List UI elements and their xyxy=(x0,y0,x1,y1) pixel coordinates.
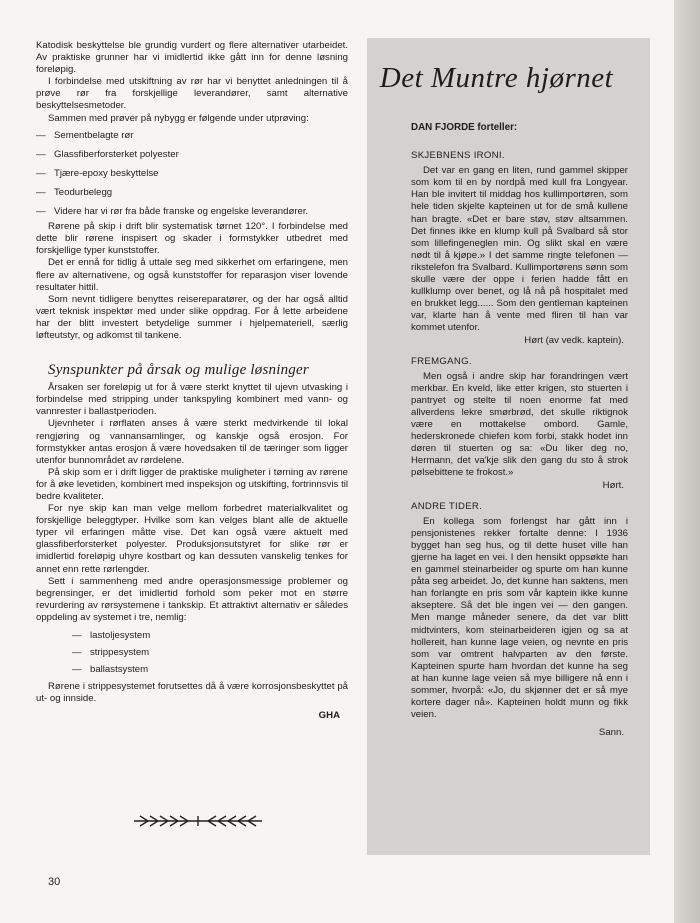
section-paragraph: På skip som er i drift ligger de praktiske muligheter i tørning av rørene for å øke levetiden, kombinert med inspeksjon og utskifting, fortrinnsvis til bedre kvaliteter. xyxy=(36,466,348,502)
list-item: — Videre har vi rør fra både franske og engelske leverandører. xyxy=(36,206,309,218)
section-paragraph: Ujevnheter i rørflaten anses å være sterkt medvirkende til lokal rengjøring og vannansamlinger, og kanskje også erosjon. For formstykker antas erosjon å være hovedsaken til de tæringer som ligger utenfor bunnområdet av rørdelene. xyxy=(36,418,348,466)
story-heading: SKJEBNENS IRONI. xyxy=(411,150,505,162)
body-paragraph: Det er ennå for tidlig å uttale seg med sikkerhet om erfaringene, men flere av alternativene, og også kunststoffer for reparasjon viser lovende resultater hittil. xyxy=(36,257,348,293)
intro-paragraph: Katodisk beskyttelse ble grundig vurdert og flere alternativer utarbeidet. Av praktiske grunner har vi imidlertid ikke gått inn for denne løsning foreløpig. xyxy=(36,40,348,76)
intro-paragraph: I forbindelse med utskiftning av rør har vi benyttet anledningen til å prøve rør fra forskjellige leverandører, samt alternative beskyttelsesmetoder. xyxy=(36,76,348,112)
story-credit: Hørt (av vedk. kaptein). xyxy=(524,334,624,346)
section-paragraph: For nye skip kan man velge mellom forbedret materialkvalitet og forskjellige beleggtyper. Hvilke som kan velges blant alle de aktuelle typer vil erfaringen måtte vise. Det kan også være aktuelt med glassfiberforsterket polyester. Produksjonsutstyret for slike rør er imidlertid foreløpig uhyre kostbart og kan dessuten vanskelig tenkes for annet enn rette rørlengder. xyxy=(36,503,348,575)
list-item: — Tjære-epoxy beskyttelse xyxy=(36,167,159,179)
list-item: — ballastsystem xyxy=(72,664,149,676)
intro-paragraph: Sammen med prøver på nybygg er følgende under utprøving: xyxy=(48,112,309,124)
body-paragraph: Rørene på skip i drift blir systematisk tørnet 120°. I forbindelse med dette blir rørene inspisert og skader i formstykker utbedret med forskjellige typer kunststoffer. xyxy=(36,221,348,257)
story-heading: FREMGANG. xyxy=(411,355,472,367)
test-item-list xyxy=(36,130,348,218)
section-heading: Synspunkter på årsak og mulige løsninger xyxy=(48,362,309,379)
author-signature: GHA xyxy=(318,709,340,721)
list-item: — strippesystem xyxy=(72,647,150,659)
page-number: 30 xyxy=(48,876,61,888)
story-heading: ANDRE TIDER. xyxy=(411,500,483,512)
system-list xyxy=(36,630,348,676)
left-article-column xyxy=(36,40,348,722)
story-text: Det var en gang en liten, rund gammel skipper som kom til en by nordpå med kull fra Longyear. Han ble invitert til middag hos kullimportøren, som hele tiden skjelte kapteinen ut for de små kullene han bragte. «Det er bare støv, støv altsammen. Det finnes ikke en klump kull på Svalbard så stor som lillefingeneglen min. Og slikt skal en være nødt til å kjøpe.» I det samme ringte telefonen — rikstelefon fra Svalbard. Kullimportørens sønn som skulle være der oppe i ferien hadde fått en kullklump over benet, og lå nå på hospitalet med en brukket legg...... Som den gentleman kapteinen var, klarte han å vente med fliren til han var kommet utenfor. xyxy=(411,165,628,334)
list-item: — Glassfiberforsterket polyester xyxy=(36,148,179,160)
body-paragraph: Som nevnt tidligere benyttes reisereparatører, og der har også alltid vært teknisk inspektør med under slike oppdrag. For å lette arbeidene har der blitt investert betydelige summer i hjelpemateriell, særlig løfteutstyr, og adkomst til tankene. xyxy=(36,293,348,341)
humor-corner-box xyxy=(367,38,650,855)
story-text: En kollega som forlengst har gått inn i pensjonistenes rekker fortalte denne: I 1936 bygget han seg hus, og til dette huset ville han gjerne ha laget en vei. I den hensikt oppsøkte han en gammel steinarbeider og spurte om han kunne påta seg arbeidet. Jo, det kunne han saktens, men han forlangte en pris som vår kaptein ikke kunne akseptere. Så det ble ingen vei — den gangen. Men mange måneder senere, da det var blitt midtvinters, kom steinarbeideren igjen og sa at hollereit, han kunne lage veien, og nevnte en pris som var omtrent halvparten av den første. Kapteinen spurte ham hvordan det kunne ha seg at han kunne lage veien så mye billigere nå enn i sommer, hvorpå: «Jo, du skjønner det er så mye kortere dager nå». Kapteinen holdt munn og fikk veien. xyxy=(411,515,628,721)
list-item: — Sementbelagte rør xyxy=(36,129,134,141)
list-item: — Teodurbelegg xyxy=(36,186,113,198)
story-credit: Sann. xyxy=(598,727,624,739)
decorative-divider-ornament xyxy=(132,813,264,829)
story-text: Men også i andre skip har forandringen vært merkbar. En kveld, like etter krigen, sto stuerten i pantryet og stelte til noen enorme fat med allverdens lekre smørbrød, det skulle riktignok være en mottakelse ombord. Gamle, hederskronede chiefen kom forbi, stakk hodet inn døren til stuerten og sa: «Du liker deg no, Hermann, det va'kje slik den gang du sto å strok pølsebittene te frokost.» xyxy=(411,370,628,479)
box-content xyxy=(367,122,650,739)
section-paragraph: Årsaken ser foreløpig ut for å være sterkt knyttet til ujevn utvasking i forbindelse med stripping under tankspyling kombinert med vann- og vannrester i ballastperioden. xyxy=(36,382,348,418)
list-item: — lastoljesystem xyxy=(72,630,151,642)
box-title: Det Muntre hjørnet xyxy=(379,62,614,94)
story-credit: Hørt. xyxy=(602,479,624,491)
section-paragraph: Sett i sammenheng med andre operasjonsmessige problemer og begrensinger, er det imidlertid forhold som peker mot en større revurdering av rørsystemene i tankskip. Et attraktivt alternativ er således oppdeling av systemet i tre, nemlig: xyxy=(36,575,348,623)
closing-paragraph: Rørene i strippesystemet forutsettes då å være korrosjonsbeskyttet på ut- og innside. xyxy=(36,681,348,705)
box-subtitle: DAN FJORDE forteller: xyxy=(411,122,518,133)
page-edge-shadow xyxy=(674,0,700,923)
